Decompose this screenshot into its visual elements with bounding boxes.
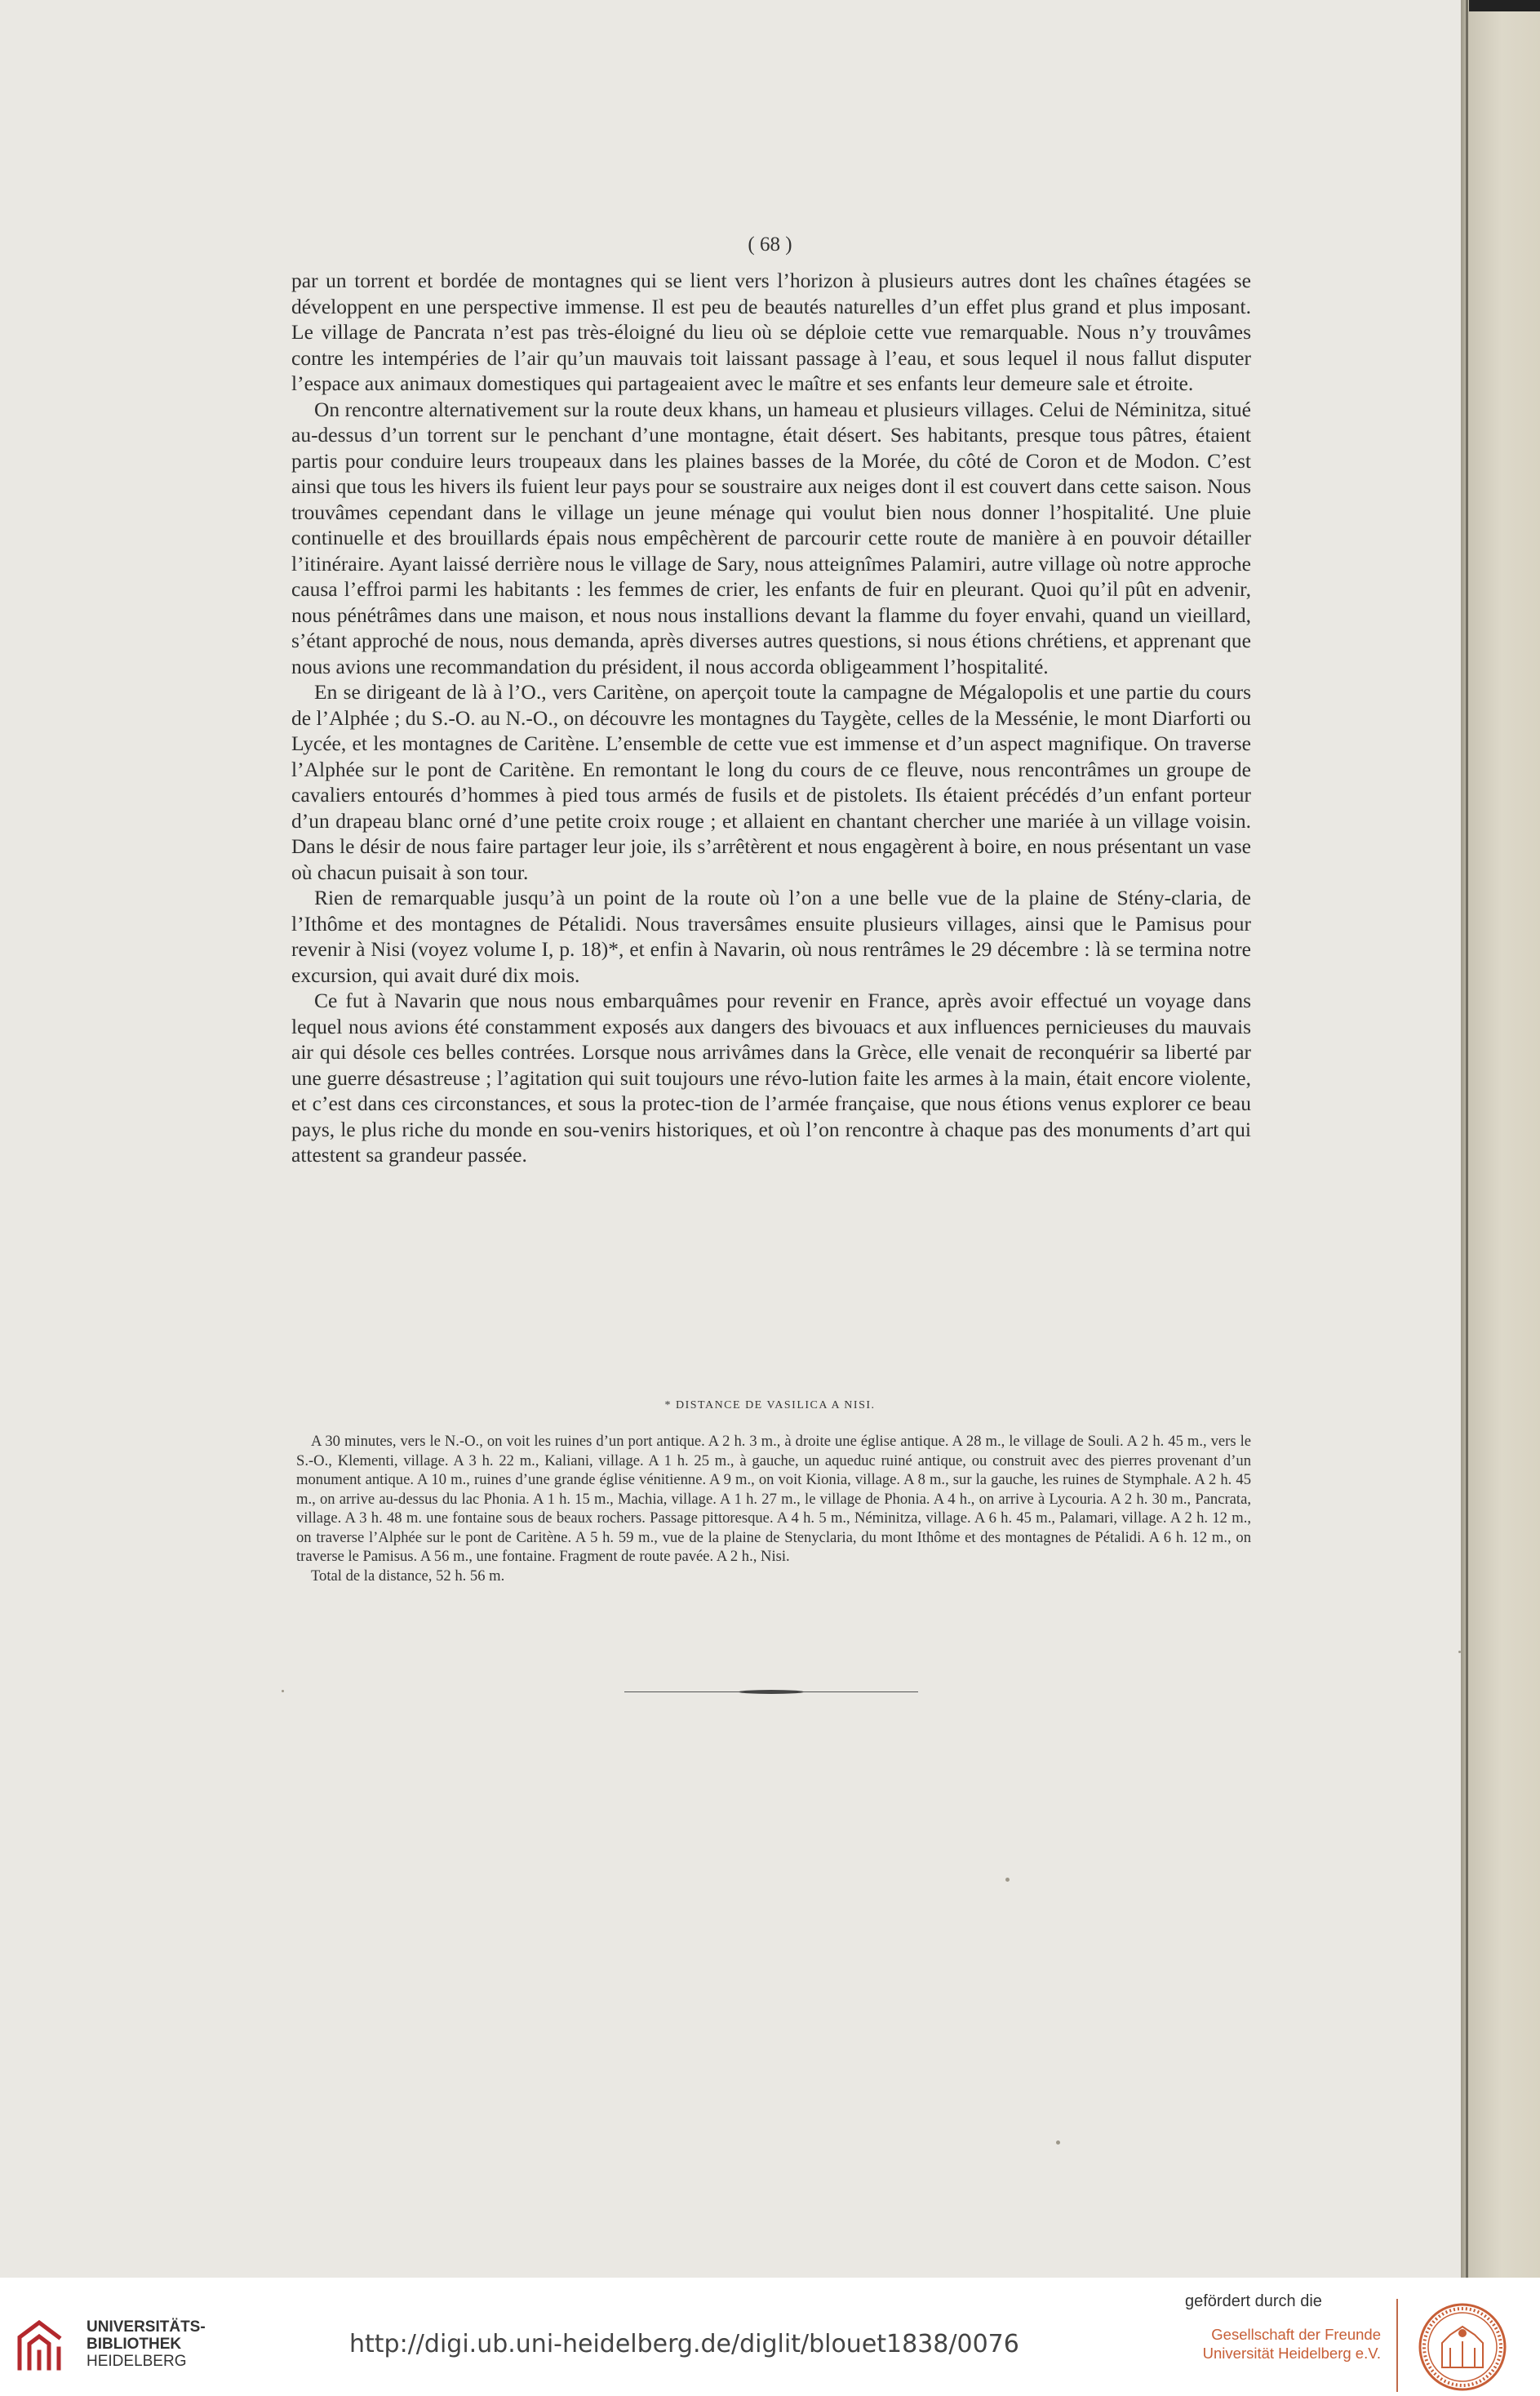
paragraph: On rencontre alternativement sur la route deux khans, un hameau et plusieurs villages. Celui de Néminitza, situé au-dessus d’un torrent sur le penchant d’une montagne, était désert. Ses habitants, presque tous pâtres, étaient partis pour conduire leurs troupeaux dans les plaines basses de la Morée, du côté de Coron et de Modon. C’est ainsi que tous les hivers ils fuient leur pays pour se soustraire aux neiges dont il est couvert dans cette saison. Nous trouvâmes cependant dans le village un jeune ménage qui voulut bien nous donner l’hospitalité. Une pluie continuelle et des brouillards épais nous empêchèrent de parcourir cette route de manière à en pouvoir détailler l’itinéraire. Ayant laissé derrière nous le village de Sary, nous atteignîmes Palamiri, autre village où notre approche causa l’effroi parmi les habitants : les femmes de crier, les enfants de fuir en pleurant. Quoi qu’il pût en advenir, nous pénétrâmes dans une maison, et nous nous installions devant la flamme du foyer envahi, quand un vieillard, s’étant approché de nous, nous demanda, après diverses autres questions, si nous étions chrétiens, et apprenant que nous avions une recommandation du président, il nous accorda obligeamment l’hospitalité. bbox=[291, 397, 1251, 678]
ub-heidelberg-logo-icon bbox=[15, 2316, 72, 2373]
society-name-line: Universität Heidelberg e.V. bbox=[1202, 2345, 1381, 2362]
library-name-line: BIBLIOTHEK bbox=[87, 2336, 182, 2353]
university-seal-icon bbox=[1418, 2302, 1507, 2392]
paragraph: En se dirigeant de là à l’O., vers Caritène, on aperçoit toute la campagne de Mégalopolis et une partie du cours de l’Alphée ; du S.-O. au N.-O., on découvre les montagnes du Taygète, celles de la Messénie, le mont Diarforti ou Lycée, et les montagnes de Caritène. L’ensemble de cette vue est immense et d’un aspect magnifique. On traverse l’Alphée sur le pont de Caritène. En remontant le long du cours de ce fleuve, nous rencontrâmes un groupe de cavaliers entourés d’hommes à pied tous armés de fusils et de pistolets. Ils étaient précédés d’un enfant porteur d’un drapeau blanc orné d’une petite croix rouge ; et allaient en chantant chercher une mariée à un village voisin. Dans le désir de nous faire partager leur joie, ils s’arrêtèrent et nous engagèrent à boire, en nous présentant un vase où chacun puisait à son tour. bbox=[291, 680, 1251, 884]
paragraph: Rien de remarquable jusqu’à un point de la route où l’on a une belle vue de la plaine de Stény-claria, de l’Ithôme et des montagnes de Pétalidi. Nous traversâmes ensuite plusieurs villages, ainsi que le Pamisus pour revenir à Nisi (voyez volume I, p. 18)*, et enfin à Navarin, où nous rentrâmes le 29 décembre : là se termina notre excursion, qui avait duré dix mois. bbox=[291, 886, 1251, 987]
footer-divider bbox=[1396, 2299, 1398, 2392]
page-edge bbox=[1461, 0, 1540, 2278]
society-name-line: Gesellschaft der Freunde bbox=[1211, 2326, 1381, 2343]
footnote-text: A 30 minutes, vers le N.-O., on voit les ruines d’un port antique. A 2 h. 3 m., à droite une église antique. A 28 m., le village de Souli. A 2 h. 45 m., vers le S.-O., Klementi, village. A 3 h. 22 m., Kaliani, village. A 1 h. 25 m., à gauche, un aqueduc ruiné antique, ou construit avec des pierres provenant d’un monument antique. A 10 m., ruines d’une grande église vénitienne. A 9 m., on voit Kionia, village. A 8 m., sur la gauche, les ruines de Stymphale. A 2 h. 45 m., on arrive au-dessus du lac Phonia. A 1 h. 15 m., Machia, village. A 1 h. 27 m., le village de Phonia. A 4 h., on arrive à Lycouria. A 2 h. 30 m., Pancrata, village. A 3 h. 48 m. une fontaine sous de beaux rochers. Passage pittoresque. A 4 h. 5 m., Néminitza, village. A 6 h. 45 m., Palamari, village. A 2 h. 12 m., on traverse l’Alphée sur le pont de Caritène. A 5 h. 59 m., vue de la plaine de Stenyclaria, du mont Ithôme et des montagnes de Pétalidi. A 6 h. 12 m., on traverse le Pamisus. A 56 m., une fontaine. Fragment de route pavée. A 2 h., Nisi. bbox=[296, 1433, 1251, 1565]
footnote-total: Total de la distance, 52 h. 56 m. bbox=[311, 1567, 505, 1585]
library-name-line: HEIDELBERG bbox=[87, 2353, 187, 2370]
funded-by-text: gefördert durch die bbox=[1185, 2292, 1322, 2310]
digitization-footer bbox=[0, 2278, 1540, 2396]
paper-speck bbox=[1056, 2140, 1060, 2145]
body-text bbox=[291, 268, 1251, 1168]
page-fold bbox=[1466, 0, 1468, 2278]
society-name bbox=[1185, 2325, 1381, 2363]
ornamental-divider bbox=[624, 1690, 918, 1695]
divider-swell bbox=[739, 1690, 804, 1694]
scan-corner bbox=[1469, 0, 1540, 11]
paper-speck bbox=[282, 1690, 284, 1692]
paper-speck bbox=[1005, 1878, 1010, 1882]
digital-copy-link[interactable]: http://digi.ub.uni-heidelberg.de/diglit/blouet1838/0076 bbox=[349, 2330, 1019, 2358]
library-name bbox=[87, 2318, 206, 2370]
footnote bbox=[296, 1432, 1251, 1585]
paragraph: Ce fut à Navarin que nous nous embarquâmes pour revenir en France, après avoir effectué un voyage dans lequel nous avions été constamment exposés aux dangers des bivouacs et aux influences pernicieuses du mauvais air qui désole ces belles contrées. Lorsque nous arrivâmes dans la Grèce, elle venait de reconquérir sa liberté par une guerre désastreuse ; l’agitation qui suit toujours une révo-lution faite les armes à la main, était encore violente, et c’est dans ces circonstances, et sous la protec-tion de l’armée française, que nous étions venus explorer ce beau pays, le plus riche du monde en sou-venirs historiques, et où l’on rencontre à chaque pas des monuments d’art qui attestent sa grandeur passée. bbox=[291, 989, 1251, 1167]
footnote-title: * DISTANCE DE VASILICA A NISI. bbox=[664, 1399, 876, 1411]
page-number: ( 68 ) bbox=[748, 233, 792, 256]
paragraph: par un torrent et bordée de montagnes qui se lient vers l’horizon à plusieurs autres dont les chaînes étagées se développent en une perspective immense. Il est peu de beautés naturelles d’un effet plus grand et plus imposant. Le village de Pancrata n’est pas très-éloigné du lieu où se déploie cette vue remarquable. Nous n’y trouvâmes contre les intempéries de l’air qu’un mauvais toit laissant passage à l’eau, et sous lequel il nous fallut disputer l’espace aux animaux domestiques qui partageaient avec le maître et ses enfants leur demeure sale et étroite. bbox=[291, 269, 1251, 395]
library-name-line: UNIVERSITÄTS- bbox=[87, 2318, 206, 2336]
